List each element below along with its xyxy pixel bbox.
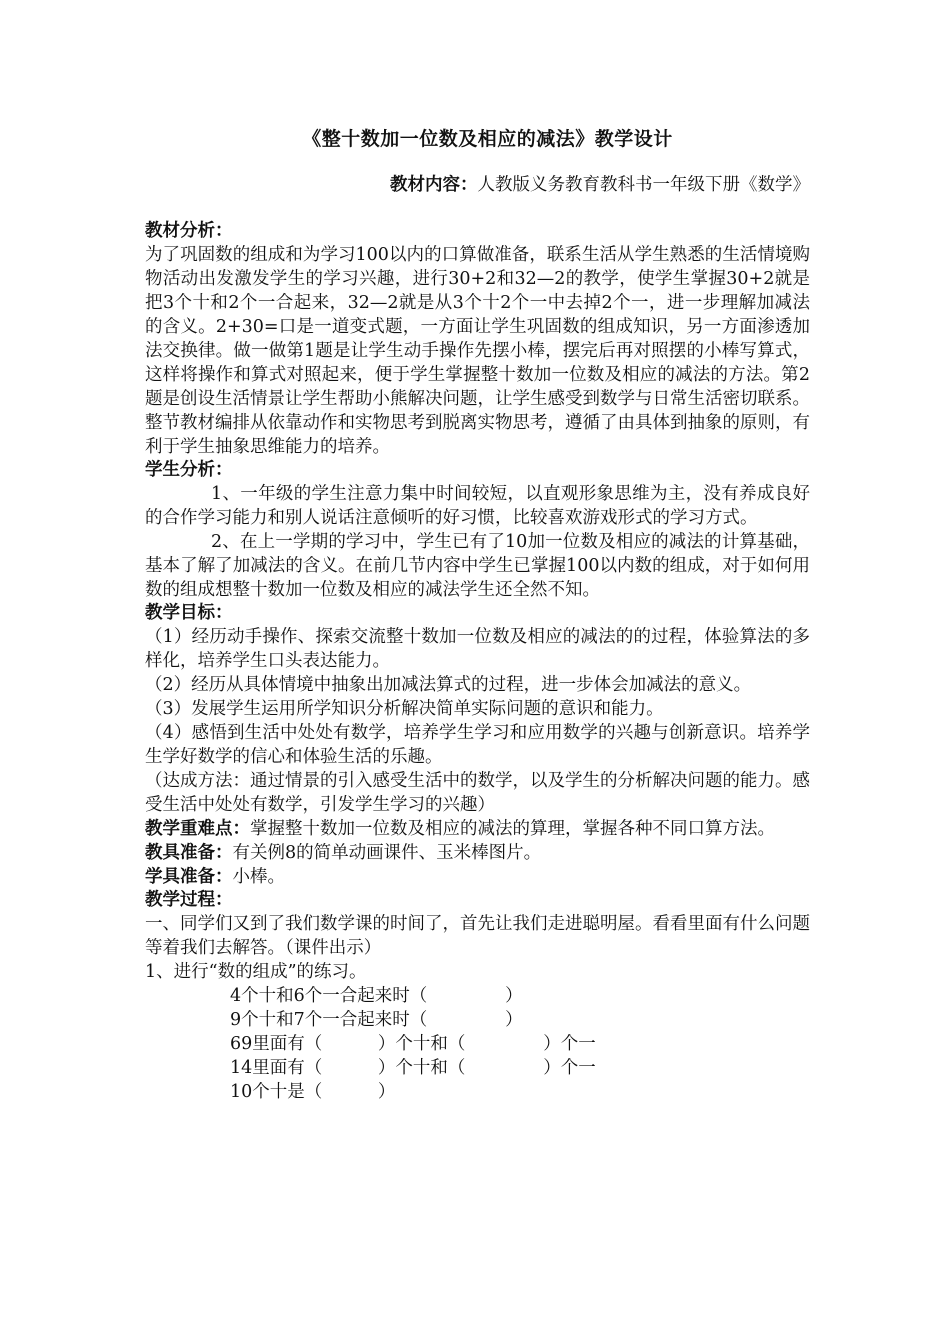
teacher-prep-label: 教具准备： [145,843,233,863]
student-prep-text: 小棒。 [232,867,285,887]
analysis-text: 为了巩固数的组成和为学习100以内的口算做准备，联系生活从学生熟悉的生活情境购物活动出发激发学生的学习兴趣，进行30+2和32—2的教学，使学生掌握30+2就是把3个十和2个一合起来，32—2就是从3个十2个一中去掉2个一，进一步理解加减法的含义。2+30=口是一道变式题，一方面让学生巩固数的组成知识，另一方面渗透加法交换律。做一做第1题是让学生动手操作先摆小棒，摆完后再对照摆的小棒写算式，这样将操作和算式对照起来，便于学生掌握整十数加一位数及相应的减法的方法。第2题是创设生活情景让学生帮助小熊解决问题，让学生感受到数学与日常生活密切联系。整节教材编排从依靠动作和实物思考到脱离实物思考，遵循了由具体到抽象的原则，有利于学生抽象思维能力的培养。 [145,245,810,457]
document-title: 《整十数加一位数及相应的减法》教学设计 [302,128,673,150]
students-item-1: 1、一年级的学生注意力集中时间较短，以直观形象思维为主，没有养成良好的合作学习能力和别人说话注意倾听的好习惯，比较喜欢游戏形式的学习方式。 [145,484,810,528]
process-heading: 教学过程： [145,890,233,910]
material-content-text: 人教版义务教育教科书一年级下册《数学》 [477,175,810,195]
goal-method: （达成方法：通过情景的引入感受生活中的数学，以及学生的分析解决问题的能力。感受生活中处处有数学，引发学生学习的兴趣） [145,771,810,815]
exercise-item: 14里面有（ ）个十和（ ）个一 [230,1058,596,1078]
goal-item-4: （4）感悟到生活中处处有数学，培养学生学习和应用数学的兴趣与创新意识。培养学生学好数学的信心和体验生活的乐趣。 [145,723,810,767]
exercise-item: 4个十和6个一合起来时（ ） [230,986,523,1006]
keypoints-label: 教学重难点： [145,819,250,839]
analysis-heading: 教材分析： [145,221,233,241]
keypoints-text: 掌握整十数加一位数及相应的减法的算理，掌握各种不同口算方法。 [250,819,775,839]
material-content [145,171,810,196]
goal-item-1: （1）经历动手操作、探索交流整十数加一位数及相应的减法的的过程，体验算法的多样化，培养学生口头表达能力。 [145,627,810,671]
process-intro: 一、同学们又到了我们数学课的时间了，首先让我们走进聪明屋。看看里面有什么问题等着我们去解答。（课件出示） [145,914,810,958]
teacher-prep-text: 有关例8的简单动画课件、玉米棒图片。 [232,843,542,863]
goals-heading: 教学目标： [145,603,233,623]
process-step-1: 1、进行“数的组成”的练习。 [145,962,367,982]
material-content-label: 教材内容： [390,175,478,195]
exercise-item: 10个十是（ ） [230,1082,396,1102]
goal-item-3: （3）发展学生运用所学知识分析解决简单实际问题的意识和能力。 [145,699,664,719]
document-page [145,124,810,1104]
goal-item-2: （2）经历从具体情境中抽象出加减法算式的过程，进一步体会加减法的意义。 [145,675,752,695]
students-heading: 学生分析： [145,460,233,480]
students-item-2: 2、在上一学期的学习中，学生已有了10加一位数及相应的减法的计算基础，基本了解了加减法的含义。在前几节内容中学生已掌握100以内数的组成，对于如何用数的组成想整十数加一位数及相应的减法学生还全然不知。 [145,532,810,600]
keypoints [145,817,810,841]
exercise-item: 69里面有（ ）个十和（ ）个一 [230,1034,596,1054]
teacher-prep [145,841,810,865]
exercise-item: 9个十和7个一合起来时（ ） [230,1010,523,1030]
student-prep-label: 学具准备： [145,867,233,887]
student-prep [145,865,810,889]
